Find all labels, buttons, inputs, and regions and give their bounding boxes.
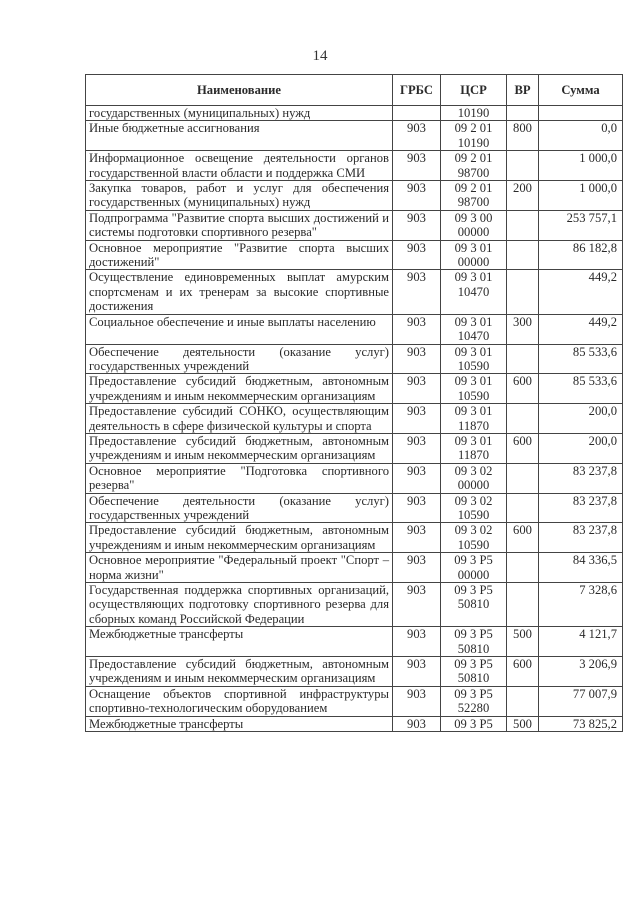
cell-name: Основное мероприятие "Развитие спорта высших достижений" xyxy=(86,240,393,270)
cell-csr: 09 3 00 00000 xyxy=(441,210,507,240)
cell-vr xyxy=(507,553,539,583)
cell-name: Основное мероприятие "Подготовка спортивного резерва" xyxy=(86,463,393,493)
table-row xyxy=(86,106,623,121)
cell-csr: 10190 xyxy=(441,106,507,121)
cell-grbs: 903 xyxy=(393,583,441,627)
table-row xyxy=(86,553,623,583)
cell-sum: 85 533,6 xyxy=(539,344,623,374)
cell-vr xyxy=(507,270,539,314)
cell-vr: 600 xyxy=(507,374,539,404)
table-row xyxy=(86,716,623,731)
cell-csr: 09 3 01 10470 xyxy=(441,270,507,314)
cell-sum: 86 182,8 xyxy=(539,240,623,270)
table-row xyxy=(86,270,623,314)
cell-vr: 300 xyxy=(507,314,539,344)
cell-vr xyxy=(507,151,539,181)
cell-sum: 83 237,8 xyxy=(539,523,623,553)
cell-grbs: 903 xyxy=(393,344,441,374)
cell-csr: 09 3 02 10590 xyxy=(441,493,507,523)
table-row xyxy=(86,121,623,151)
cell-grbs: 903 xyxy=(393,181,441,211)
cell-grbs: 903 xyxy=(393,240,441,270)
cell-csr: 09 3 P5 50810 xyxy=(441,583,507,627)
cell-grbs: 903 xyxy=(393,404,441,434)
cell-sum: 1 000,0 xyxy=(539,181,623,211)
cell-vr xyxy=(507,240,539,270)
cell-name: Обеспечение деятельности (оказание услуг) государственных учреждений xyxy=(86,344,393,374)
table-row xyxy=(86,210,623,240)
cell-name: Информационное освещение деятельности органов государственной власти области и поддержка СМИ xyxy=(86,151,393,181)
cell-sum xyxy=(539,106,623,121)
cell-grbs: 903 xyxy=(393,121,441,151)
table-row xyxy=(86,433,623,463)
cell-sum: 4 121,7 xyxy=(539,627,623,657)
cell-sum: 83 237,8 xyxy=(539,463,623,493)
cell-csr: 09 3 02 00000 xyxy=(441,463,507,493)
cell-name: Межбюджетные трансферты xyxy=(86,716,393,731)
page-number: 14 xyxy=(312,48,328,64)
cell-csr: 09 3 01 11870 xyxy=(441,404,507,434)
table-row xyxy=(86,344,623,374)
cell-sum: 449,2 xyxy=(539,270,623,314)
cell-grbs: 903 xyxy=(393,657,441,687)
cell-vr xyxy=(507,493,539,523)
cell-grbs: 903 xyxy=(393,433,441,463)
cell-name: Государственная поддержка спортивных организаций, осуществляющих подготовку спортивного резерва для сборных команд Российской Федерации xyxy=(86,583,393,627)
cell-sum: 77 007,9 xyxy=(539,686,623,716)
cell-csr: 09 3 01 10590 xyxy=(441,344,507,374)
cell-vr: 600 xyxy=(507,657,539,687)
cell-name: Подпрограмма "Развитие спорта высших достижений и системы подготовки спортивного резерва" xyxy=(86,210,393,240)
table-row xyxy=(86,240,623,270)
cell-name: Предоставление субсидий СОНКО, осуществляющим деятельность в сфере физической культуры и спорта xyxy=(86,404,393,434)
cell-name: Оснащение объектов спортивной инфраструктуры спортивно-технологическим оборудованием xyxy=(86,686,393,716)
cell-grbs: 903 xyxy=(393,523,441,553)
cell-csr: 09 3 01 10470 xyxy=(441,314,507,344)
cell-vr xyxy=(507,404,539,434)
cell-grbs: 903 xyxy=(393,210,441,240)
cell-name: государственных (муниципальных) нужд xyxy=(86,106,393,121)
table-row xyxy=(86,583,623,627)
cell-csr: 09 3 P5 50810 xyxy=(441,627,507,657)
cell-csr: 09 2 01 98700 xyxy=(441,181,507,211)
cell-grbs: 903 xyxy=(393,716,441,731)
table-row xyxy=(86,463,623,493)
cell-vr xyxy=(507,344,539,374)
cell-sum: 200,0 xyxy=(539,433,623,463)
header-csr: ЦСР xyxy=(441,75,507,106)
cell-name: Основное мероприятие "Федеральный проект "Спорт – норма жизни" xyxy=(86,553,393,583)
cell-sum: 85 533,6 xyxy=(539,374,623,404)
cell-vr: 500 xyxy=(507,627,539,657)
cell-csr: 09 3 01 10590 xyxy=(441,374,507,404)
cell-csr: 09 3 02 10590 xyxy=(441,523,507,553)
cell-grbs: 903 xyxy=(393,627,441,657)
cell-vr xyxy=(507,106,539,121)
cell-vr: 800 xyxy=(507,121,539,151)
cell-csr: 09 3 01 00000 xyxy=(441,240,507,270)
cell-csr: 09 2 01 10190 xyxy=(441,121,507,151)
header-name: Наименование xyxy=(86,75,393,106)
cell-grbs: 903 xyxy=(393,553,441,583)
cell-name: Обеспечение деятельности (оказание услуг) государственных учреждений xyxy=(86,493,393,523)
cell-sum: 200,0 xyxy=(539,404,623,434)
cell-csr: 09 3 P5 xyxy=(441,716,507,731)
cell-sum: 253 757,1 xyxy=(539,210,623,240)
table-row xyxy=(86,493,623,523)
cell-sum: 0,0 xyxy=(539,121,623,151)
cell-csr: 09 2 01 98700 xyxy=(441,151,507,181)
cell-grbs: 903 xyxy=(393,493,441,523)
cell-name: Осуществление единовременных выплат амурским спортсменам и их тренерам за высокие спортивные достижения xyxy=(86,270,393,314)
cell-name: Социальное обеспечение и иные выплаты населению xyxy=(86,314,393,344)
cell-csr: 09 3 01 11870 xyxy=(441,433,507,463)
cell-vr: 200 xyxy=(507,181,539,211)
table-row xyxy=(86,404,623,434)
cell-vr xyxy=(507,463,539,493)
cell-vr: 500 xyxy=(507,716,539,731)
cell-sum: 84 336,5 xyxy=(539,553,623,583)
cell-sum: 449,2 xyxy=(539,314,623,344)
cell-grbs: 903 xyxy=(393,463,441,493)
cell-sum: 83 237,8 xyxy=(539,493,623,523)
cell-sum: 7 328,6 xyxy=(539,583,623,627)
cell-sum: 1 000,0 xyxy=(539,151,623,181)
cell-name: Предоставление субсидий бюджетным, автономным учреждениям и иным некоммерческим организациям xyxy=(86,523,393,553)
table-header-row xyxy=(86,75,623,106)
cell-name: Предоставление субсидий бюджетным, автономным учреждениям и иным некоммерческим организациям xyxy=(86,657,393,687)
cell-vr xyxy=(507,210,539,240)
cell-grbs: 903 xyxy=(393,374,441,404)
cell-name: Межбюджетные трансферты xyxy=(86,627,393,657)
cell-sum: 3 206,9 xyxy=(539,657,623,687)
cell-vr xyxy=(507,686,539,716)
table-row xyxy=(86,523,623,553)
cell-grbs: 903 xyxy=(393,314,441,344)
cell-csr: 09 3 P5 52280 xyxy=(441,686,507,716)
cell-grbs: 903 xyxy=(393,686,441,716)
table-row xyxy=(86,151,623,181)
budget-table xyxy=(85,74,623,732)
cell-name: Предоставление субсидий бюджетным, автономным учреждениям и иным некоммерческим организациям xyxy=(86,374,393,404)
cell-vr xyxy=(507,583,539,627)
table-row xyxy=(86,314,623,344)
table-row xyxy=(86,657,623,687)
table-row xyxy=(86,181,623,211)
cell-name: Закупка товаров, работ и услуг для обеспечения государственных (муниципальных) нужд xyxy=(86,181,393,211)
table-row xyxy=(86,374,623,404)
table-row xyxy=(86,627,623,657)
cell-grbs: 903 xyxy=(393,270,441,314)
header-sum: Сумма xyxy=(539,75,623,106)
cell-name: Предоставление субсидий бюджетным, автономным учреждениям и иным некоммерческим организациям xyxy=(86,433,393,463)
cell-grbs: 903 xyxy=(393,151,441,181)
cell-csr: 09 3 P5 50810 xyxy=(441,657,507,687)
table-row xyxy=(86,686,623,716)
header-grbs: ГРБС xyxy=(393,75,441,106)
cell-name: Иные бюджетные ассигнования xyxy=(86,121,393,151)
cell-sum: 73 825,2 xyxy=(539,716,623,731)
cell-grbs xyxy=(393,106,441,121)
header-vr: ВР xyxy=(507,75,539,106)
cell-vr: 600 xyxy=(507,523,539,553)
cell-csr: 09 3 P5 00000 xyxy=(441,553,507,583)
cell-vr: 600 xyxy=(507,433,539,463)
